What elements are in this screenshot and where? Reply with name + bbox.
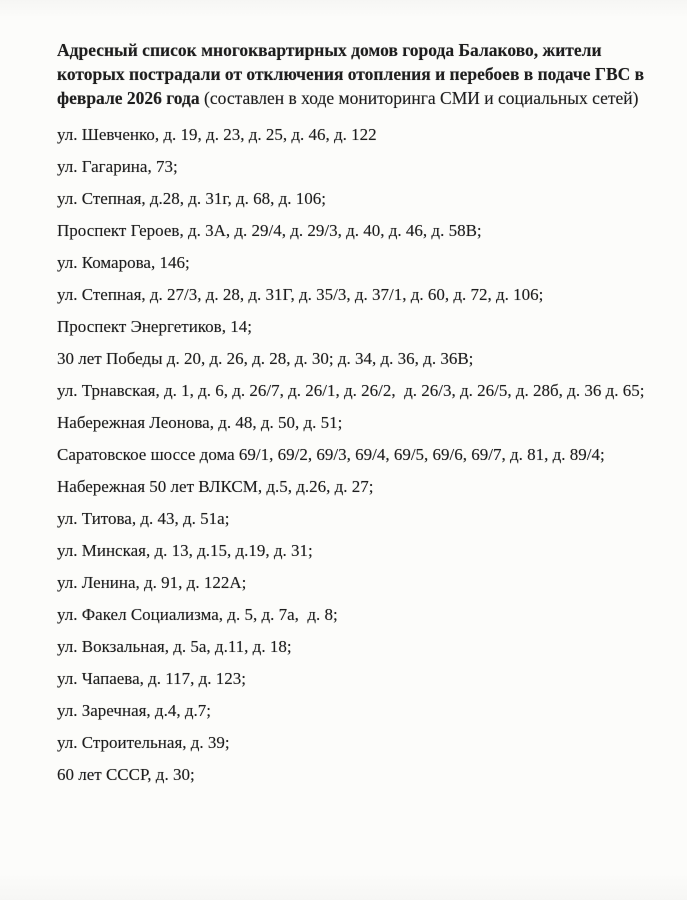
address-line: 60 лет СССР, д. 30;: [57, 765, 195, 784]
address-line: Саратовское шоссе дома 69/1, 69/2, 69/3, 69/4, 69/5, 69/6, 69/7, д. 81, д. 89/4;: [57, 445, 605, 464]
address-line: 30 лет Победы д. 20, д. 26, д. 28, д. 30; д. 34, д. 36, д. 36В;: [57, 349, 474, 368]
address-line: ул. Трнавская, д. 1, д. 6, д. 26/7, д. 26/1, д. 26/2, д. 26/3, д. 26/5, д. 28б, д. 36 д. 65;: [57, 381, 645, 400]
address-line: ул. Титова, д. 43, д. 51а;: [57, 509, 230, 528]
address-line: Набережная 50 лет ВЛКСМ, д.5, д.26, д. 27;: [57, 477, 374, 496]
address-line: ул. Вокзальная, д. 5а, д.11, д. 18;: [57, 637, 292, 656]
address-line: ул. Степная, д. 27/3, д. 28, д. 31Г, д. 35/3, д. 37/1, д. 60, д. 72, д. 106;: [57, 285, 544, 304]
document-title: [57, 38, 647, 110]
address-line: ул. Чапаева, д. 117, д. 123;: [57, 669, 247, 688]
address-line: ул. Заречная, д.4, д.7;: [57, 701, 211, 720]
document-title-note: (составлен в ходе мониторинга СМИ и социальных сетей): [204, 88, 639, 108]
address-line: ул. Шевченко, д. 19, д. 23, д. 25, д. 46, д. 122: [57, 125, 377, 144]
address-line: ул. Комарова, 146;: [57, 253, 190, 272]
address-line: ул. Степная, д.28, д. 31г, д. 68, д. 106;: [57, 189, 327, 208]
address-line: Набережная Леонова, д. 48, д. 50, д. 51;: [57, 413, 343, 432]
address-line: Проспект Героев, д. 3А, д. 29/4, д. 29/3, д. 40, д. 46, д. 58В;: [57, 221, 482, 240]
address-line: Проспект Энергетиков, 14;: [57, 317, 252, 336]
address-line: ул. Гагарина, 73;: [57, 157, 178, 176]
document-title-bold: Адресный список многоквартирных домов города Балаково, жители которых пострадали от отключения отопления и перебоев в подаче ГВС в феврале 2026 года: [57, 40, 645, 108]
address-line: ул. Минская, д. 13, д.15, д.19, д. 31;: [57, 541, 313, 560]
address-line: ул. Ленина, д. 91, д. 122А;: [57, 573, 247, 592]
address-line: ул. Строительная, д. 39;: [57, 733, 230, 752]
address-line: ул. Факел Социализма, д. 5, д. 7а, д. 8;: [57, 605, 338, 624]
